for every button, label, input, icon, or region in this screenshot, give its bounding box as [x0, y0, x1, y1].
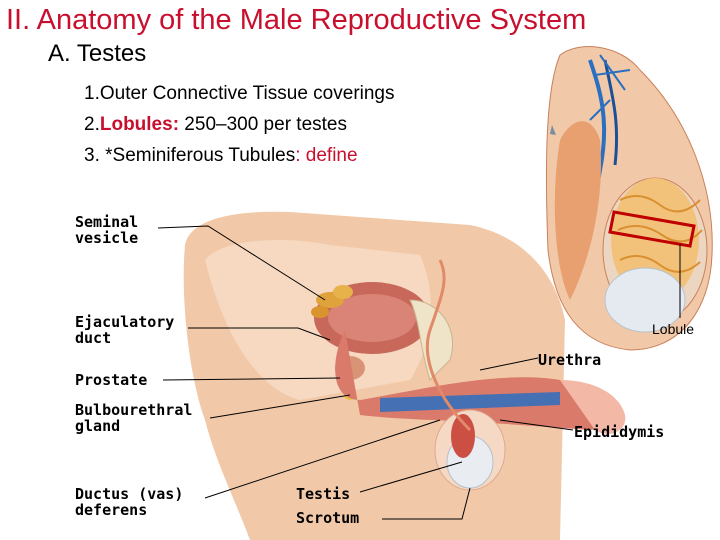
testis-detail [546, 47, 712, 350]
bullet-number: 3. [84, 145, 106, 166]
label-urethra: Urethra [538, 351, 602, 369]
slide-title: II. Anatomy of the Male Reproductive System [6, 4, 587, 36]
label-prostate: Prostate [75, 371, 148, 389]
bullet-term: *Seminiferous Tubules [105, 145, 296, 166]
bullet-text: Outer Connective Tissue coverings [99, 83, 395, 104]
bullet-term: Lobules: [99, 114, 180, 135]
label-ejaculatory-duct: Ejaculatory duct [75, 313, 175, 347]
label-ductus-deferens: Ductus (vas) deferens [75, 485, 184, 519]
label-bulbourethral-gland: Bulbourethral gland [75, 401, 193, 435]
bullet-number: 1. [84, 83, 100, 104]
label-testis: Testis [296, 485, 351, 503]
label-seminal-vesicle: Seminal vesicle [75, 213, 139, 247]
bullet-text: 250–300 per testes [179, 114, 347, 135]
label-scrotum: Scrotum [296, 509, 360, 527]
bullet-number: 2. [84, 114, 100, 135]
bullet-text: : define [295, 145, 358, 166]
label-epididymis: Epididymis [574, 423, 665, 441]
slide-subtitle: A. Testes [48, 40, 147, 67]
label-lobule: Lobule [652, 321, 695, 337]
